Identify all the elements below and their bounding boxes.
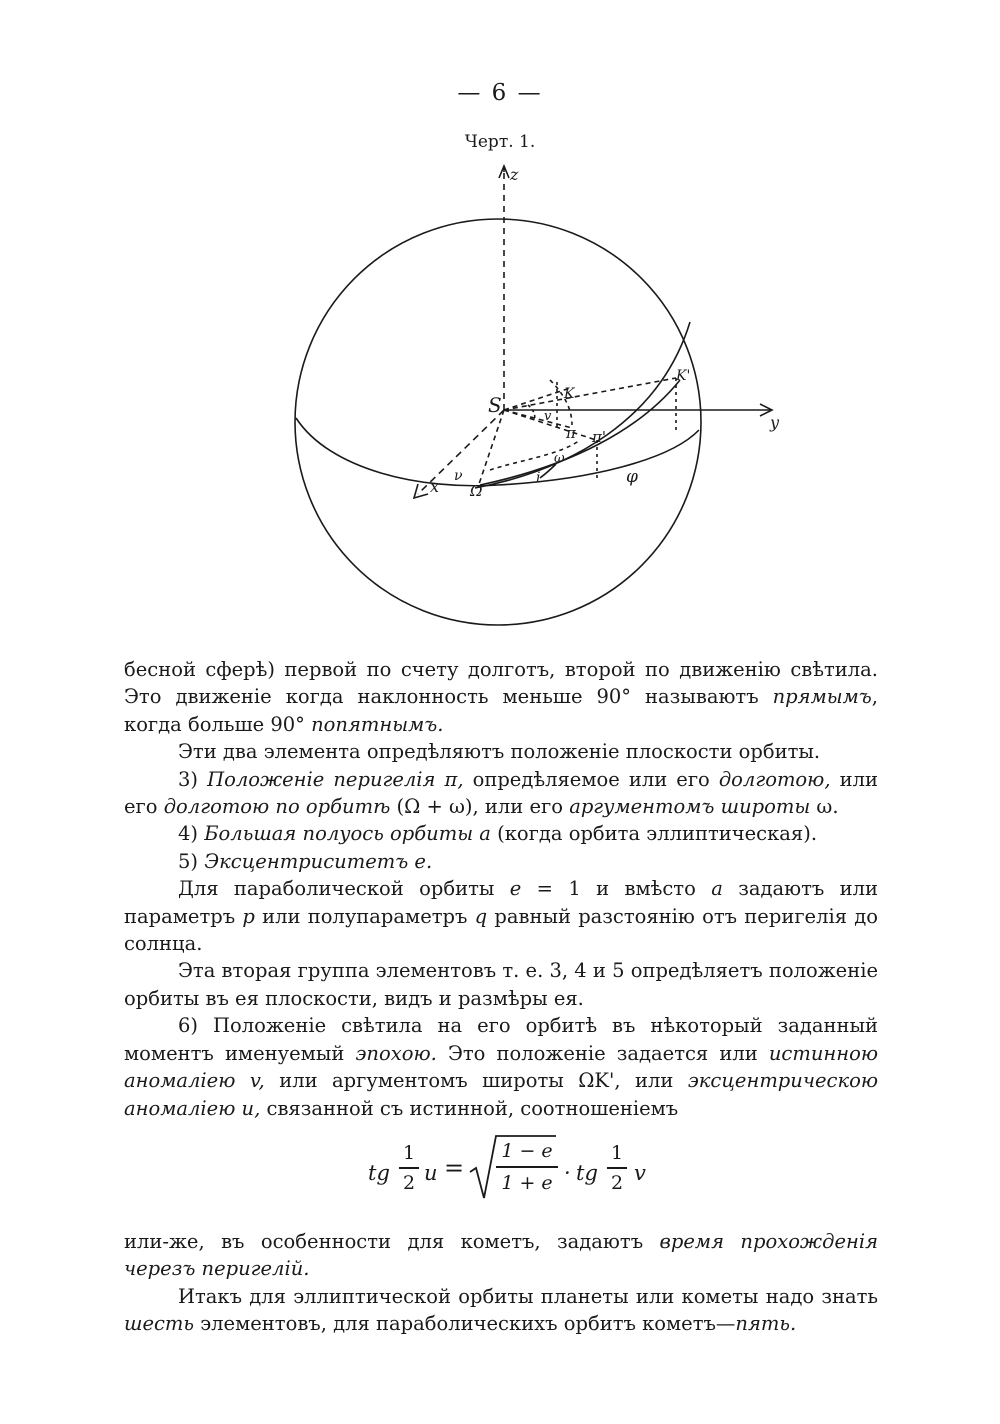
line-S-Kprime — [504, 378, 676, 410]
paragraph-7: Эта вторая группа элементовъ т. е. 3, 4 и 5 опредѣляетъ положеніе орбиты въ ея плоскости, видъ и размѣры ея. — [124, 959, 878, 1010]
paragraph-10: Итакъ для эллиптической орбиты планеты или кометы надо знать шесть элементовъ, для параболическихъ орбитъ кометъ—пять. — [124, 1284, 878, 1336]
label-pi-prime: π' — [592, 428, 606, 446]
formula-half-num-left: 1 — [402, 1141, 416, 1164]
label-v: v — [544, 409, 552, 424]
arc-omega — [490, 440, 580, 470]
formula-half-num-right: 1 — [610, 1141, 624, 1164]
sphere-outline — [295, 219, 701, 625]
paragraph-1: бесной сферѣ) первой по счету долготъ, второй по движенію свѣтила. Это движеніе когда наклонность меньше 90° называютъ прямымъ, когда больше 90° попятнымъ. — [124, 658, 878, 736]
paragraph-6: Для параболической орбиты e = 1 и вмѣсто a задаютъ или параметръ p или полупараметръ q равный разстоянію отъ перигелія до солнца. — [124, 877, 879, 956]
paragraph-5: 5) Эксцентриситетъ e. — [178, 849, 433, 873]
page-number: — 6 — — [457, 80, 543, 106]
line-S-node — [478, 410, 504, 487]
formula-half-den-left: 2 — [402, 1171, 416, 1194]
label-x: x — [430, 477, 440, 496]
label-S: S — [488, 393, 502, 417]
formula-v: v — [634, 1160, 646, 1185]
label-K: K — [564, 386, 575, 402]
orbit-arc — [475, 322, 690, 488]
paragraph-9: или-же, въ особенности для кометъ, задаютъ время прохожденія черезъ перигелій. — [124, 1229, 878, 1281]
paragraph-2: Эти два элемента опредѣляютъ положеніе плоскости орбиты. — [178, 740, 821, 764]
label-z: z — [510, 165, 519, 184]
formula-sqrt-num: 1 − e — [501, 1139, 553, 1162]
formula-tg-right: tg — [576, 1160, 598, 1185]
body-text — [124, 656, 878, 1338]
label-i: i — [536, 470, 541, 486]
formula — [124, 1130, 878, 1222]
figure-caption: Черт. 1. — [464, 132, 536, 152]
label-node: Ω — [470, 482, 483, 500]
formula-dot: · — [564, 1160, 571, 1185]
paragraph-3: 3) Положеніе перигелія π, опредѣляемое или его долготою, или его долготою по орбитѣ (Ω + ω), или его аргументомъ широты ω. — [124, 767, 878, 819]
label-nu: ν — [454, 468, 463, 484]
label-Kprime: K' — [676, 368, 691, 384]
formula-sqrt-den: 1 + e — [501, 1171, 553, 1194]
paragraph-4: 4) Большая полуось орбиты a (когда орбита эллиптическая). — [178, 822, 818, 846]
formula-u: u — [424, 1160, 438, 1185]
label-pi: π — [566, 424, 576, 442]
label-phi: φ — [626, 467, 638, 487]
label-y: y — [770, 413, 780, 432]
formula-equals: = — [444, 1153, 465, 1182]
formula-tg-left: tg — [368, 1160, 390, 1185]
paragraph-8: 6) Положеніе свѣтила на его орбитѣ въ нѣкоторый заданный моментъ именуемый эпохою. Это положеніе задается или истинною аномаліею v, или аргументомъ широты ΩK', или эксцентрическою аномаліею u, связанной съ истинной, соотношеніемъ — [124, 1014, 879, 1120]
celestial-sphere-figure — [0, 0, 1000, 650]
label-omega: ω — [554, 451, 565, 466]
formula-half-den-right: 2 — [610, 1171, 624, 1194]
